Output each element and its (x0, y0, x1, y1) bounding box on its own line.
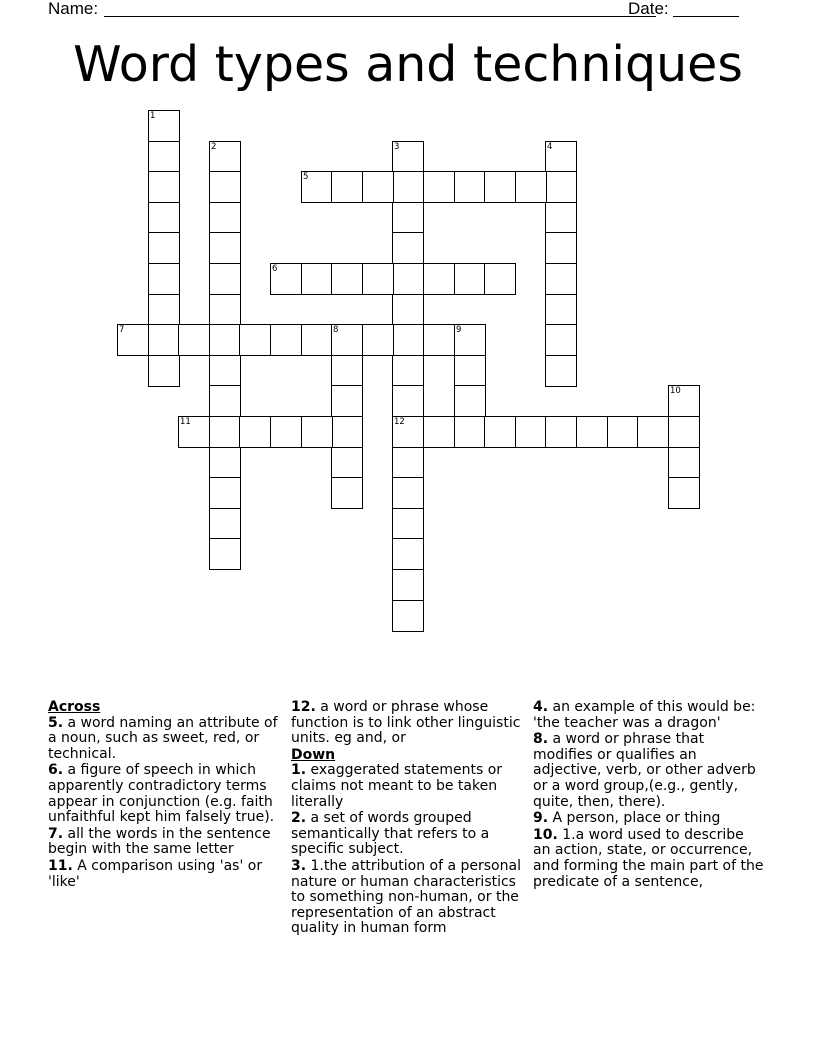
crossword-cell[interactable] (239, 416, 271, 448)
crossword-cell[interactable] (178, 324, 210, 356)
crossword-cell[interactable] (392, 294, 424, 326)
clues-column-3 (533, 700, 765, 891)
clue-number: 9 (456, 325, 462, 335)
crossword-cell[interactable] (454, 385, 486, 417)
crossword-cell[interactable] (454, 171, 486, 203)
crossword-cell[interactable] (148, 263, 180, 295)
clue-across-6: 6. a figure of speech in which apparently contradictory terms appear in conjunction (e.g. faith unfaithful kept him falsely true). (48, 762, 275, 826)
crossword-cell[interactable] (331, 416, 363, 448)
crossword-cell[interactable] (484, 171, 516, 203)
crossword-cell[interactable] (392, 477, 424, 509)
crossword-cell[interactable] (209, 263, 241, 295)
clue-number: 6 (272, 264, 278, 274)
crossword-cell[interactable] (423, 263, 455, 295)
crossword-cell[interactable] (209, 385, 241, 417)
crossword-cell[interactable] (668, 416, 700, 448)
crossword-cell[interactable] (392, 508, 424, 540)
crossword-cell[interactable] (148, 171, 180, 203)
crossword-cell[interactable] (209, 508, 241, 540)
crossword-cell[interactable] (545, 294, 577, 326)
crossword-cell[interactable] (209, 447, 241, 479)
crossword-cell[interactable] (209, 202, 241, 234)
crossword-cell[interactable] (545, 355, 577, 387)
crossword-cell[interactable] (423, 171, 455, 203)
clues-column-2 (291, 700, 523, 938)
crossword-cell[interactable] (209, 477, 241, 509)
crossword-cell[interactable] (545, 263, 577, 295)
clue-across-7: 7. all the words in the sentence begin with the same letter (48, 825, 271, 858)
clue-down-4: 4. an example of this would be: 'the teacher was a dragon' (533, 699, 756, 731)
crossword-cell[interactable] (515, 171, 547, 203)
crossword-cell[interactable] (392, 447, 424, 479)
crossword-cell[interactable] (209, 538, 241, 570)
clue-number: 5 (303, 172, 309, 182)
crossword-cell[interactable] (545, 171, 577, 203)
crossword-cell[interactable] (148, 355, 180, 387)
crossword-cell[interactable] (209, 324, 241, 356)
crossword-cell[interactable] (576, 416, 608, 448)
crossword-cell[interactable] (209, 416, 241, 448)
clue-number: 12 (394, 417, 405, 427)
crossword-cell[interactable] (454, 263, 486, 295)
crossword-cell[interactable] (392, 569, 424, 601)
clue-down-10: 10. 1.a word used to describe an action, state, or occurrence, and forming the main part of the predicate of a sentence, (533, 826, 764, 890)
crossword-cell[interactable] (148, 294, 180, 326)
clue-across-11: 11. A comparison using 'as' or 'like' (48, 857, 263, 890)
crossword-cell[interactable] (545, 232, 577, 264)
clue-across-5: 5. a word naming an attribute of a noun, such as sweet, red, or technical. (48, 714, 278, 762)
clue-number: 3 (394, 142, 400, 152)
crossword-cell[interactable] (668, 477, 700, 509)
crossword-cell[interactable] (392, 232, 424, 264)
crossword-cell[interactable] (545, 416, 577, 448)
crossword-cell[interactable] (362, 171, 394, 203)
clue-number: 1 (150, 111, 156, 121)
clue-down-1: 1. exaggerated statements or claims not meant to be taken literally (291, 762, 503, 810)
crossword-cell[interactable] (484, 263, 516, 295)
crossword-cell[interactable] (484, 416, 516, 448)
crossword-cell[interactable] (392, 324, 424, 356)
crossword-cell[interactable] (331, 263, 363, 295)
crossword-cell[interactable] (545, 202, 577, 234)
crossword-cell[interactable] (148, 324, 180, 356)
crossword-cell[interactable] (331, 477, 363, 509)
crossword-cell[interactable] (209, 171, 241, 203)
crossword-cell[interactable] (362, 324, 394, 356)
crossword-cell[interactable] (454, 416, 486, 448)
crossword-cell[interactable] (270, 324, 302, 356)
clues-column-1 (48, 700, 280, 891)
crossword-cell[interactable] (239, 324, 271, 356)
name-label: Name: (48, 0, 99, 18)
crossword-cell[interactable] (148, 202, 180, 234)
clue-down-9: 9. A person, place or thing (533, 810, 721, 827)
crossword-cell[interactable] (331, 385, 363, 417)
crossword-cell[interactable] (301, 416, 333, 448)
crossword-cell[interactable] (301, 324, 333, 356)
clue-down-3: 3. 1.the attribution of a personal nature or human characteristics to something non-human, or the representation of an abstract quality in human form (291, 857, 521, 937)
crossword-cell[interactable] (392, 538, 424, 570)
clue-across-12: 12. a word or phrase whose function is to link other linguistic units. eg and, or (291, 699, 521, 747)
crossword-cell[interactable] (423, 324, 455, 356)
crossword-cell[interactable] (392, 263, 424, 295)
crossword-cell[interactable] (209, 355, 241, 387)
clue-number: 8 (333, 325, 339, 335)
clue-number: 7 (119, 325, 125, 335)
crossword-cell[interactable] (515, 416, 547, 448)
clue-down-8: 8. a word or phrase that modifies or qualifies an adjective, verb, or other adverb or a word group,(e.g., gently, quite, then, there). (533, 731, 756, 810)
crossword-cell[interactable] (392, 171, 424, 203)
across-heading: Across (48, 699, 101, 715)
crossword-cell[interactable] (392, 600, 424, 632)
crossword-cell[interactable] (270, 416, 302, 448)
page-title: Word types and techniques (73, 36, 743, 93)
clue-number: 10 (670, 386, 681, 396)
crossword-cell[interactable] (331, 171, 363, 203)
down-heading: Down (291, 746, 336, 763)
crossword-cell[interactable] (423, 416, 455, 448)
crossword-cell[interactable] (668, 447, 700, 479)
clue-number: 11 (180, 417, 191, 427)
crossword-cell[interactable] (331, 447, 363, 479)
clue-number: 2 (211, 142, 217, 152)
crossword-cell[interactable] (454, 355, 486, 387)
clue-down-2: 2. a set of words grouped semantically that refers to a specific subject. (291, 810, 490, 858)
crossword-cell[interactable] (148, 232, 180, 264)
date-label: Date: (628, 0, 669, 18)
crossword-cell[interactable] (392, 202, 424, 234)
crossword-cell[interactable] (362, 263, 394, 295)
crossword-cell[interactable] (392, 355, 424, 387)
crossword-cell[interactable] (301, 263, 333, 295)
clue-number: 4 (547, 142, 553, 152)
crossword-cell[interactable] (209, 294, 241, 326)
crossword-cell[interactable] (392, 385, 424, 417)
crossword-cell[interactable] (607, 416, 639, 448)
crossword-cell[interactable] (637, 416, 669, 448)
crossword-cell[interactable] (209, 232, 241, 264)
crossword-cell[interactable] (545, 324, 577, 356)
crossword-cell[interactable] (148, 141, 180, 173)
crossword-cell[interactable] (331, 355, 363, 387)
